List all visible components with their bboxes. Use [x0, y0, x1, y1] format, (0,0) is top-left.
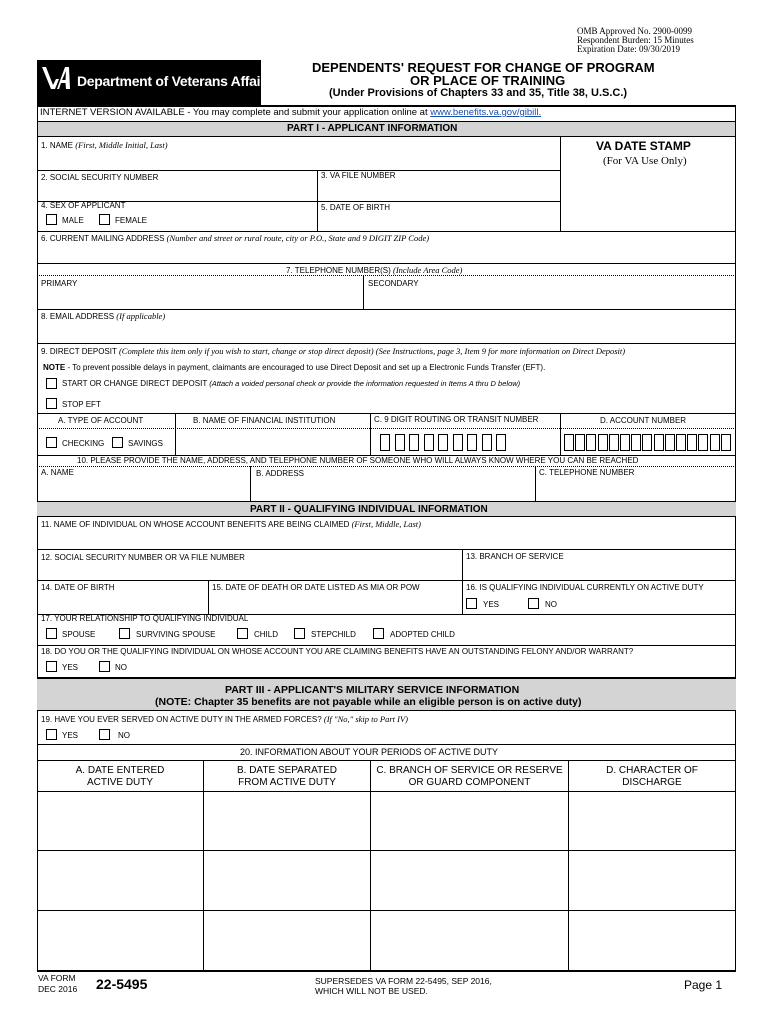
digit-box[interactable] — [564, 434, 574, 451]
col-date-entered: A. DATE ENTERED ACTIVE DUTY — [75, 765, 165, 788]
footer-va-form: VA FORM — [38, 973, 76, 983]
stop-eft-label: STOP EFT — [62, 400, 101, 409]
ssn-label: 2. SOCIAL SECURITY NUMBER — [41, 173, 159, 182]
q18-yes-label: YES — [62, 663, 79, 672]
account-number-label: D. ACCOUNT NUMBER — [600, 416, 687, 425]
q18-label: 18. DO YOU OR THE QUALIFYING INDIVIDUAL ON WHOSE ACCOUNT YOU ARE CLAIMING BENEFITS HAVE AN OUTSTANDING FELONY AND/OR WARRANT? — [41, 647, 634, 656]
start-eft-checkbox[interactable] — [46, 378, 57, 389]
female-checkbox[interactable] — [99, 214, 110, 225]
part3-title: PART III - APPLICANT'S MILITARY SERVICE INFORMATION — [225, 684, 520, 696]
digit-box[interactable] — [409, 434, 419, 451]
part2-title: PART II - QUALIFYING INDIVIDUAL INFORMATION — [250, 504, 488, 515]
stepchild-label: STEPCHILD — [311, 630, 356, 639]
part3-note: (NOTE: Chapter 35 benefits are not payable while an eligible person is on active duty) — [155, 696, 582, 708]
form-title-line2: OR PLACE OF TRAINING — [410, 73, 566, 88]
digit-box[interactable] — [438, 434, 448, 451]
institution-name-label: B. NAME OF FINANCIAL INSTITUTION — [193, 416, 336, 425]
q18-no-checkbox[interactable] — [99, 661, 110, 672]
digit-box[interactable] — [620, 434, 630, 451]
q11-label: 11. NAME OF INDIVIDUAL ON WHOSE ACCOUNT BENEFITS ARE BEING CLAIMED (First, Middle, Last) — [41, 519, 421, 529]
footer-supersedes-2: WHICH WILL NOT BE USED. — [315, 986, 428, 996]
va-date-stamp-sub: (For VA Use Only) — [603, 155, 687, 167]
q19-no-label: NO — [118, 731, 130, 740]
q20-label: 20. INFORMATION ABOUT YOUR PERIODS OF ACTIVE DUTY — [240, 747, 499, 757]
male-label: MALE — [62, 216, 84, 225]
stepchild-checkbox[interactable] — [294, 628, 305, 639]
email-field[interactable] — [38, 322, 734, 342]
va-date-stamp-title: VA DATE STAMP — [596, 139, 691, 153]
digit-box[interactable] — [676, 434, 686, 451]
dob-label: 5. DATE OF BIRTH — [321, 203, 391, 212]
name-field[interactable] — [38, 150, 559, 170]
respondent-burden: Respondent Burden: 15 Minutes — [577, 35, 694, 45]
q13-label: 13. BRANCH OF SERVICE — [466, 552, 564, 561]
child-label: CHILD — [254, 630, 279, 639]
q19-yes-label: YES — [62, 731, 79, 740]
checking-checkbox[interactable] — [46, 437, 57, 448]
digit-box[interactable] — [631, 434, 641, 451]
institution-name-field[interactable] — [176, 429, 369, 454]
footer-form-number: 22-5495 — [96, 976, 148, 992]
digit-box[interactable] — [654, 434, 664, 451]
start-eft-label: START OR CHANGE DIRECT DEPOSIT (Attach a voided personal check or provide the information requested in Items A thru D below) — [62, 379, 521, 388]
secondary-phone-label: SECONDARY — [368, 279, 419, 288]
digit-box[interactable] — [698, 434, 708, 451]
col-discharge: D. CHARACTER OF DISCHARGE — [606, 765, 698, 788]
female-label: FEMALE — [115, 216, 148, 225]
address-field[interactable] — [38, 244, 734, 262]
digit-box[interactable] — [453, 434, 463, 451]
col-date-separated: B. DATE SEPARATED FROM ACTIVE DUTY — [236, 765, 338, 788]
service-row-2[interactable] — [38, 851, 734, 909]
digit-box[interactable] — [665, 434, 675, 451]
q16-yes-label: YES — [483, 600, 500, 609]
adopted-child-label: ADOPTED CHILD — [390, 630, 455, 639]
q16-yes-checkbox[interactable] — [466, 598, 477, 609]
col-branch: C. BRANCH OF SERVICE OR RESERVE OR GUARD COMPONENT — [376, 765, 563, 788]
address-label: 6. CURRENT MAILING ADDRESS (Number and street or rural route, city or P.O., State and 9 DIGIT ZIP Code) — [41, 233, 430, 243]
q19-label: 19. HAVE YOU EVER SERVED ON ACTIVE DUTY IN THE ARMED FORCES? (If "No," skip to Part IV) — [41, 714, 408, 724]
surviving-spouse-checkbox[interactable] — [119, 628, 130, 639]
q14-label: 14. DATE OF BIRTH — [41, 583, 115, 592]
q19-yes-checkbox[interactable] — [46, 729, 57, 740]
service-row-3[interactable] — [38, 911, 734, 969]
form-subtitle: (Under Provisions of Chapters 33 and 35, Title 38, U.S.C.) — [329, 87, 628, 99]
footer-date: DEC 2016 — [38, 984, 78, 994]
direct-deposit-label: 9. DIRECT DEPOSIT (Complete this item only if you wish to start, change or stop direct deposit) (See Instructions, page 3, Item 9 for more information on Direct Deposit) — [41, 346, 626, 356]
q18-yes-checkbox[interactable] — [46, 661, 57, 672]
routing-number-boxes[interactable] — [380, 434, 515, 452]
va-logo-banner — [37, 60, 273, 105]
agency-name: Department of Veterans Affairs — [77, 73, 273, 89]
digit-box[interactable] — [467, 434, 477, 451]
savings-label: SAVINGS — [128, 439, 163, 448]
digit-box[interactable] — [710, 434, 720, 451]
q16-no-checkbox[interactable] — [528, 598, 539, 609]
eft-note: NOTE - To prevent possible delays in payment, claimants are encouraged to use Direct Deposit and set up a Electronic Funds Transfer (EFT). — [43, 363, 546, 372]
q12-label: 12. SOCIAL SECURITY NUMBER OR VA FILE NUMBER — [41, 553, 245, 562]
digit-box[interactable] — [721, 434, 731, 451]
va-file-label: 3. VA FILE NUMBER — [321, 171, 396, 180]
child-checkbox[interactable] — [237, 628, 248, 639]
form-title-line1: DEPENDENTS' REQUEST FOR CHANGE OF PROGRAM — [312, 60, 655, 75]
phone-label: 7. TELEPHONE NUMBER(S) (Include Area Code) — [286, 265, 463, 275]
digit-box[interactable] — [395, 434, 405, 451]
primary-phone-label: PRIMARY — [41, 279, 78, 288]
sex-label: 4. SEX OF APPLICANT — [41, 201, 126, 210]
q18-no-label: NO — [115, 663, 127, 672]
q19-no-checkbox[interactable] — [99, 729, 110, 740]
name-label: 1. NAME (First, Middle Initial, Last) — [41, 140, 168, 150]
digit-box[interactable] — [586, 434, 596, 451]
part1-title: PART I - APPLICANT INFORMATION — [287, 123, 458, 134]
service-row-1[interactable] — [38, 792, 734, 849]
contact-name-label: A. NAME — [41, 468, 74, 477]
surviving-spouse-label: SURVIVING SPOUSE — [136, 630, 216, 639]
digit-box[interactable] — [482, 434, 492, 451]
gibill-link[interactable]: www.benefits.va.gov/gibill. — [430, 107, 542, 118]
digit-box[interactable] — [496, 434, 506, 451]
q16-label: 16. IS QUALIFYING INDIVIDUAL CURRENTLY ON ACTIVE DUTY — [466, 583, 704, 592]
spouse-label: SPOUSE — [62, 630, 96, 639]
digit-box[interactable] — [424, 434, 434, 451]
contact-phone-label: C. TELEPHONE NUMBER — [539, 468, 635, 477]
spouse-checkbox[interactable] — [46, 628, 57, 639]
stop-eft-checkbox[interactable] — [46, 398, 57, 409]
footer-supersedes-1: SUPERSEDES VA FORM 22-5495, SEP 2016, — [315, 976, 492, 986]
checking-label: CHECKING — [62, 439, 105, 448]
male-checkbox[interactable] — [46, 214, 57, 225]
q15-label: 15. DATE OF DEATH OR DATE LISTED AS MIA OR POW — [212, 583, 420, 592]
email-label: 8. EMAIL ADDRESS (If applicable) — [41, 311, 166, 321]
internet-notice: INTERNET VERSION AVAILABLE - You may complete and submit your application online at www.benefits.va.gov/gibill. — [40, 107, 542, 118]
account-number-boxes[interactable] — [564, 434, 734, 452]
footer-page-number: Page 1 — [684, 978, 723, 992]
expiration-date: Expiration Date: 09/30/2019 — [577, 44, 680, 54]
contact-label: 10. PLEASE PROVIDE THE NAME, ADDRESS, AND TELEPHONE NUMBER OF SOMEONE WHO WILL ALWAYS KNOW WHERE YOU CAN BE REACHED — [77, 456, 639, 465]
digit-box[interactable] — [687, 434, 697, 451]
q16-no-label: NO — [545, 600, 557, 609]
digit-box[interactable] — [598, 434, 608, 451]
qualifying-name-field[interactable] — [38, 530, 734, 548]
omb-number: OMB Approved No. 2900-0099 — [577, 26, 692, 36]
account-type-label: A. TYPE OF ACCOUNT — [58, 416, 144, 425]
digit-box[interactable] — [575, 434, 585, 451]
digit-box[interactable] — [380, 434, 390, 451]
digit-box[interactable] — [642, 434, 652, 451]
q17-label: 17. YOUR RELATIONSHIP TO QUALIFYING INDIVIDUAL — [41, 614, 249, 623]
routing-number-label: C. 9 DIGIT ROUTING OR TRANSIT NUMBER — [374, 415, 539, 424]
va-seal-icon — [41, 65, 71, 91]
digit-box[interactable] — [609, 434, 619, 451]
adopted-child-checkbox[interactable] — [373, 628, 384, 639]
contact-address-label: B. ADDRESS — [256, 469, 305, 478]
savings-checkbox[interactable] — [112, 437, 123, 448]
